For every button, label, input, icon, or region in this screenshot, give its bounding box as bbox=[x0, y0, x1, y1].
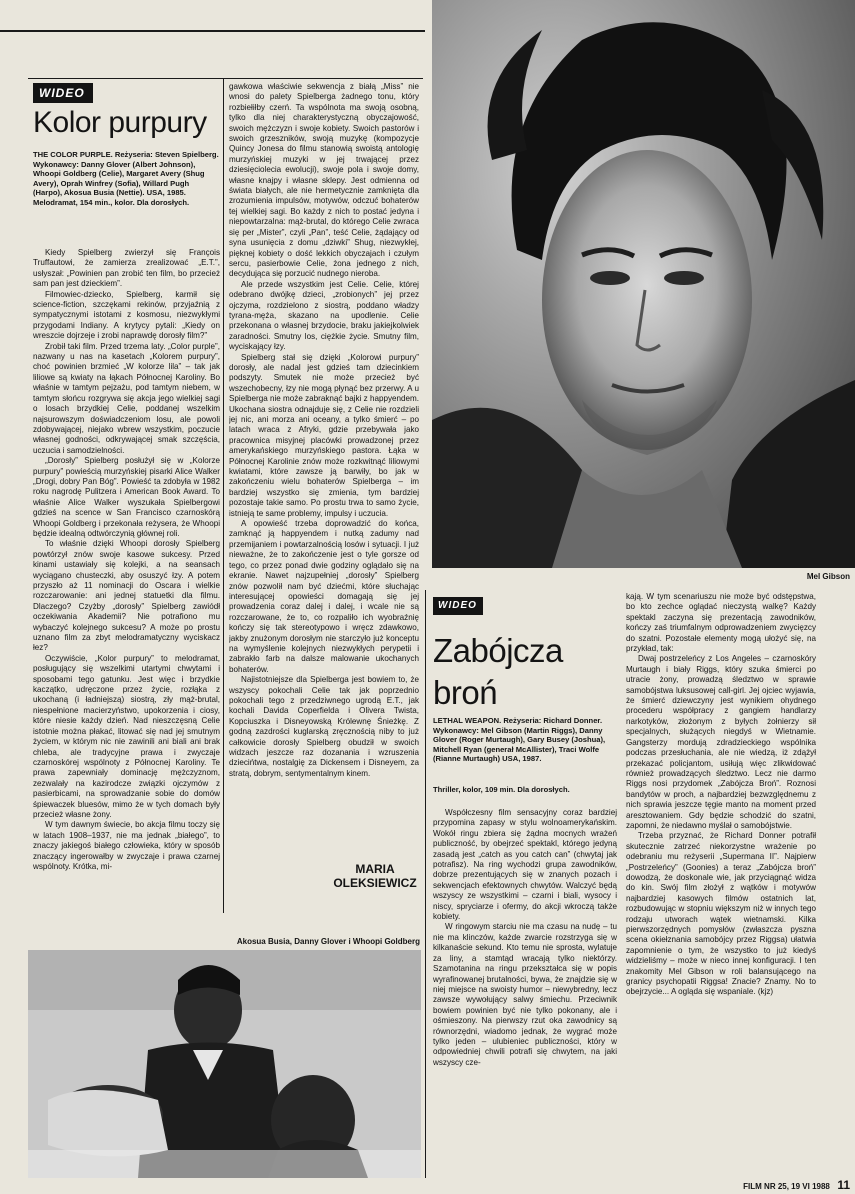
article-body-col1-left bbox=[33, 248, 220, 908]
paragraph: Zrobił taki film. Przed trzema laty. „Color purple”, nazwany u nas na kasetach „Kolorem purpury”, choć powinien brzmieć „W kolorze lila” – tak jak liliowe są kwiaty na łąkach Północnej Karoliny. Bo właśnie w tamtym pejzażu, pod tamtym niebem, w tamtym słońcu rozgrywa się akcja jego wielkiej sagi o losach brzydkiej Celie, poddanej wszelkim najsurowszym doświadczeniom losu, ale powoli zdobywającej, niejako wbrew wszystkim, poczucie własnej godności, odkrywającej smak szczęścia, uczucia i samodzielności. bbox=[33, 341, 220, 455]
article-credits-right-format: Thriller, kolor, 109 min. Dla dorosłych. bbox=[433, 785, 570, 794]
paragraph: W tym dawnym świecie, bo akcja filmu toczy się w latach 1908–1937, nie ma jednak „białego”, to znaczy jakiegoś białego człowieka, który w sposób znaczący ingerowałby w zwyczaje i prawa czarnej wspólnoty. Krótka, mi- bbox=[33, 820, 220, 871]
paragraph: Najistotniejsze dla Spielberga jest bowiem to, że wszyscy pokochali Celie tak jak poprzednio pokochali tego z przedziwnego ugrodą E.T., jak kochali Davida Coperfielda i Olivera Twista, Kopciuszka i Disneyowską Królewnę Śnieżkę. Z godną zazdrości kuglarską zręcznością niby to już całkowicie dorosły Spielberg obudził w swoich widzach jeszcze raz dozanania i wzruszenia dziecińtwa, nostalgię za Dickensem i Disneyem, za stratą, dobrym, sentymentalnym kinem. bbox=[229, 675, 419, 778]
article-body-col2-right bbox=[626, 592, 816, 1174]
paragraph: W ringowym starciu nie ma czasu na nudę – tu nie ma klinczów, każde zwarcie rozstrzyga się w kilkanaście sekund. Kto temu nie sprosta, wylatuje za liny, a stamtąd wracają tylko niektórzy. Szamotanina na ringu przekształca się w popis wyrafinowanej brutalności, bywa, że znajdzie się w niej miejsce na swoisty humor – niewybredny, lecz zawsze wywołujący salwy śmiechu. Przeciwnik bowiem powinien być nie tylko pokonany, ale i ośmieszony. Na pierwszy rzut oka zawodnicy są równorzędni, wiadomo jednak, że wygrać może tylko jeden – ulubieniec publiczności, który w odpowiedniej chwili potrafi się chwytem, na jaki wszyscy cze- bbox=[433, 922, 617, 1067]
paragraph: „Dorosły” Spielberg posłużył się w „Kolorze purpury” powieścią murzyńskiej pisarki Alice Walker „Drogi, dobry Pan Bóg”. Powieść ta zdobyła w 1982 roku nagrodę Pulitzera i American Book Award. To właśnie Alice Walker wyszukała Spielbergowi gdzieś na scence w San Francisco czarnoskórą Whoopi Goldberg i przekonała reżysera, że Whoopi będzie idealną odtwórczynią głównej roli. bbox=[33, 456, 220, 538]
paragraph: Ale przede wszystkim jest Celie. Celie, której odebrano dwójkę dzieci, „zrobionych” jej przez ojczyma, rozdzielono z siostrą, poddano władzy tyrana-męża, skazano na upodlenie. Celie przekonana o własnej brzydocie, braku jakiejkolwiek zaradności. Smutny los, ciężkie życie. Smutny film, wyciskający łzy. bbox=[229, 279, 419, 352]
paragraph: To właśnie dzięki Whoopi dorosły Spielberg powtórzył znów swoje kasowe sukcesy. Przed kinami ustawiały się kolejki, a na seansach wyciągano chusteczki, aby osuszyć łzy. A potem przyszło aż 11 nominacji do Oscara i wielkie rozczarowanie: ani jednej statuetki dla filmu. Dlaczego? Czyżby „dorosły” Spielberg zawiódł oczekiwania Akademii? Nie potrafiono mu wybaczyć kolejnego sukcesu? A może po prostu uznano film za zbyt melodramatyczny wyciskacz łez? bbox=[33, 539, 220, 653]
portrait-illustration bbox=[432, 0, 855, 568]
article-body-col2-left bbox=[229, 82, 419, 860]
section-tag-wideo-right: WIDEO bbox=[433, 597, 483, 615]
paragraph: gawkowa właściwie sekwencja z białą „Miss” nie wnosi do palety Spielberga żadnego tonu, który rozbiełiłby czerń. Ta wspólnota ma swoją osobną, tylko dla niej charakterystyczną obyczajowość, swoich mężczyzn i swoje kobiety. Swoich pastorów i swoich grzeszników, swoją muzykę (kompozycje Quincy Jonesa do filmu stanowią swoistą antologię murzyńskiej muzyki w jej trwającej przez dziesięciolecia ewolucji), swoje pola i swoje domy, własne knajpy i własne sklepy. Jest odmienna od świata białych, ale nie hermetycznie zamknięta dla zrozumienia impulsów, motywów, odczuć bohaterów tej wielkiej sagi. Bo każdy z nich to postać jedyna i niepowtarzalna: mąż-brutal, do którego Celie zwraca się per „Mister”, czyli „Pan”, teść Celie, żądający od syna usunięcia z domu „dziwki” Shug, niezwykłej, pięknej kobiety o dość lekkich obyczajach i czułym sercu, pasierbowie Celie, żona jednego z nich, decydująca się porzucić nudnego nieroba. bbox=[229, 82, 419, 279]
paragraph: Kiedy Spielberg zwierzył się François Truffautowi, że zamierza zrealizować „E.T.”, usłyszał: „Powinien pan zrobić ten film, bo przecież sam pan jest dzieckiem”. bbox=[33, 248, 220, 289]
paragraph: Oczywiście, „Kolor purpury” to melodramat, posługujący się wszelkimi utartymi chwytami i sposobami tego gatunku. Jest więc i brzydkie kaczątko, udręczone przez życie, rozłąka z ukochaną (i ładniejszą) siostrą, zły mąż-brutal, niespełnione macierzyństwo, upokorzenia i ciosy, które niesie każdy dzień. Nad nieszczęsną Celie istotnie można płakać, litować się nad jej smutnym życiem, w którym nic nie zawinili ani biali ani brak chleba, ale tradycyjne prawa i zwyczaje czarnoskórej wspólnoty z Północnej Karoliny. Te prawa zapewniały dominację mężczyznom, zezwalały na kazirodcze związki ojczymów z pasierbicami, na sprowadzanie sobie do domów śpiewaczek bluesów, mimo że w tych domach były przecież własne żony. bbox=[33, 653, 220, 819]
photo-caption-color-purple: Akosua Busia, Danny Glover i Whoopi Goldberg bbox=[236, 937, 420, 946]
issue-info: FILM NR 25, 19 VI 1988 bbox=[743, 1182, 830, 1191]
page-number: 11 bbox=[837, 1178, 850, 1192]
paragraph: A opowieść trzeba doprowadzić do końca, zamknąć ją happyendem i nutką zadumy nad przemijaniem i powtarzalnością losów i sytuacji. I już nieważne, że to zakończenie jest o tyle gorsze od tego, co przez ponad dwie godziny oglądało się na ekranie. Nawet najzupełniej „dorosły” Spielberg znów pozwolił nam być dziećmi, które słuchając interesującej opowieści domagają się jej prowadzenia coraz dalej i dalej, i wcale nie są rozczarowane, że to, co rozpaliło ich wyobraźnię kończy się tak stereotypowo i wręcz zdawkowo, jakby znużonym dorosłym nie starczyło już konceptu na wymyślenie kolejnych niezwykłych perypetii i zabrakło farb na dalsze malowanie ukochanych bohaterów. bbox=[229, 519, 419, 674]
film-still-illustration bbox=[28, 950, 421, 1178]
article-title-zabojcza-bron: Zabójcza broń bbox=[433, 632, 563, 711]
article-title-kolor-purpury: Kolor purpury bbox=[33, 106, 207, 139]
article-box-top bbox=[28, 78, 423, 79]
mel-gibson-photo bbox=[432, 0, 855, 568]
article-body-col1-right bbox=[433, 808, 617, 1180]
photo-caption-mel-gibson: Mel Gibson bbox=[806, 572, 850, 581]
color-purple-still-photo bbox=[28, 950, 421, 1178]
article-credits-left: THE COLOR PURPLE. Reżyseria: Steven Spielberg. Wykonawcy: Danny Glover (Albert Johnson), Whoopi Goldberg (Celie), Margaret Avery (Shug Avery), Oprah Winfrey (Sofia), Willard Pugh (Harpo), Akosua Busia (Nettie). USA, 1985. Melodramat, 154 min., kolor. Dla dorosłych. bbox=[33, 150, 219, 207]
top-rule bbox=[0, 30, 425, 32]
paragraph: Współczesny film sensacyjny coraz bardziej przypomina zapasy w stylu wolnoamerykańskim. Wokół ringu zbiera się żądna mocnych wrażeń publiczność, by obejrzeć spektakl, którego jedyną zasadą jest „catch as you catch can” (chwytaj jak potrafisz). Na ring wychodzi grupa zawodników, dobrze prezentujących się w znanych pozach i sekwencjach efektownych chwytów. Walczyć będą wszyscy ze wszystkimi – czarni i biali, wysocy i niscy, spryciarze i ofermy, do akcji wkroczą także kobiety. bbox=[433, 808, 617, 922]
column-divider-left bbox=[223, 78, 224, 913]
column-divider-right bbox=[425, 590, 426, 1178]
author-byline: MARIA OLEKSIEWICZ bbox=[333, 862, 417, 890]
paragraph: kają. W tym scenariuszu nie może być odstępstwa, bo kto zechce oglądać nieczystą walkę? Każdy spektakl zaczyna się prezentacją zawodników, kończy zaś triumfalnym odprowadzeniem zwycięzcy do szatni. Pozostałe elementy mogą ułożyć się, na przykład, tak: bbox=[626, 592, 816, 654]
article-credits-right: LETHAL WEAPON. Reżyseria: Richard Donner. Wykonawcy: Mel Gibson (Martin Riggs), Danny Glover (Roger Murtaugh), Gary Busey (Joshua), Mitchell Ryan (generał McAllister), Traci Wolfe (Rianne Murtaugh) USA, 1987. bbox=[433, 716, 606, 764]
paragraph: Spielberg stał się dzięki „Kolorowi purpury” dorosły, ale nadal jest gdzieś tam dziecinkiem podszyty. Smutek nie może przecież być wszechobecny, łzy nie mogą płynąć bez przerwy. A u Spielberga nie może zabraknąć bajki z happyendem. Ukochana siostra odnajduje się, z Celie nie rozdzieli jej nic, ani morza ani oceany, a tylko śmierć – po latach wraca z Afryki, gdzie przebywała jako pracownica misyjnej placówki prowadzonej przez amerykańskiego murzyńskiego pastora. Łąka w Północnej Karolinie znów może rozkwitnąć liliowymi kwiatami, które zawsze ją barwiły, bo jak w zakończeniu wielu bohaterów Spielberga – im bardziej wszystko się zmienia, tym bardziej pozostaje takie samo. Po prostu trwa to samo życie, istnieją te same problemy, impulsy i uczucia. bbox=[229, 352, 419, 518]
paragraph: Filmowiec-dziecko, Spielberg, karmił się science-fiction, szczękami rekinów, przyjaźnią z sympatycznymi istotami z kosmosu, niezwykłymi przygodami Indiany. A krytycy pytali: „Kiedy on wreszcie dojrzeje i zrobi naprawdę dorosły film?” bbox=[33, 289, 220, 341]
section-tag-wideo-left: WIDEO bbox=[33, 83, 93, 103]
page-footer bbox=[650, 1176, 850, 1194]
paragraph: Trzeba przyznać, że Richard Donner potrafił skutecznie zatrzeć niekorzystne wrażenie po odebraniu mu reżyserii „Supermana II”. Najpierw „Postrzeleńcy” (Goonies) a teraz „Zabójcza broń” dowodzą, że doskonale wie, jak przyciągnąć widza do kin. Swój film złożył z wątków i motywów najbardziej kasowych filmów ostatnich lat, rozbudowując w stopniu większym niż w innych tego rodzaju utworach wątek wietnamski. Kilka pierwszorzędnych pomysłów (zwłaszcza pyszna scena okiełznania samobójcy przez Riggsa) ułatwia zapomnienie o tym, że wszystko to już kiedyś widzieliśmy – może w nieco innej konfiguracji. I ten znakomity Mel Gibson w roli balansującego na granicy psychopatii Riggsa! Znacie? Znamy. No to obejrzycie... A ogląda się wspaniale. (kjz) bbox=[626, 831, 816, 997]
paragraph: Dwaj postrzeleńcy z Los Angeles – czarnoskóry Murtaugh i biały Riggs, który szuka śmierci po utracie żony, prowadzą śledztwo w sprawie samobójstwa luksusowej call-girl. Jej ojciec wyjawia, że śmierć dziewczyny jest wynikiem ohydnego procederu współpracy z gangiem handlarzy narkotyków, złożonym z byłych żołnierzy sił specjalnych, służących niegdyś w Wietnamie. Gangsterzy mordują zdradzieckiego wspólnika podczas przesłuchania, ale nie wiedzą, iż zdążył przekazać policjantom, usiłują więc zlikwidować również prowadzących śledztwo. Lecz nie darmo Riggs nosi przydomek „Zabójcza Broń”. Roznosi bandytów w proch, a najbardziej bezwzględnemu z nich sprawia jeszcze tęgie manto na moment przed aresztowaniem. Gdy będzie schodzić do szatni, zapomni, że niedawno myślał o samobójstwie. bbox=[626, 654, 816, 830]
